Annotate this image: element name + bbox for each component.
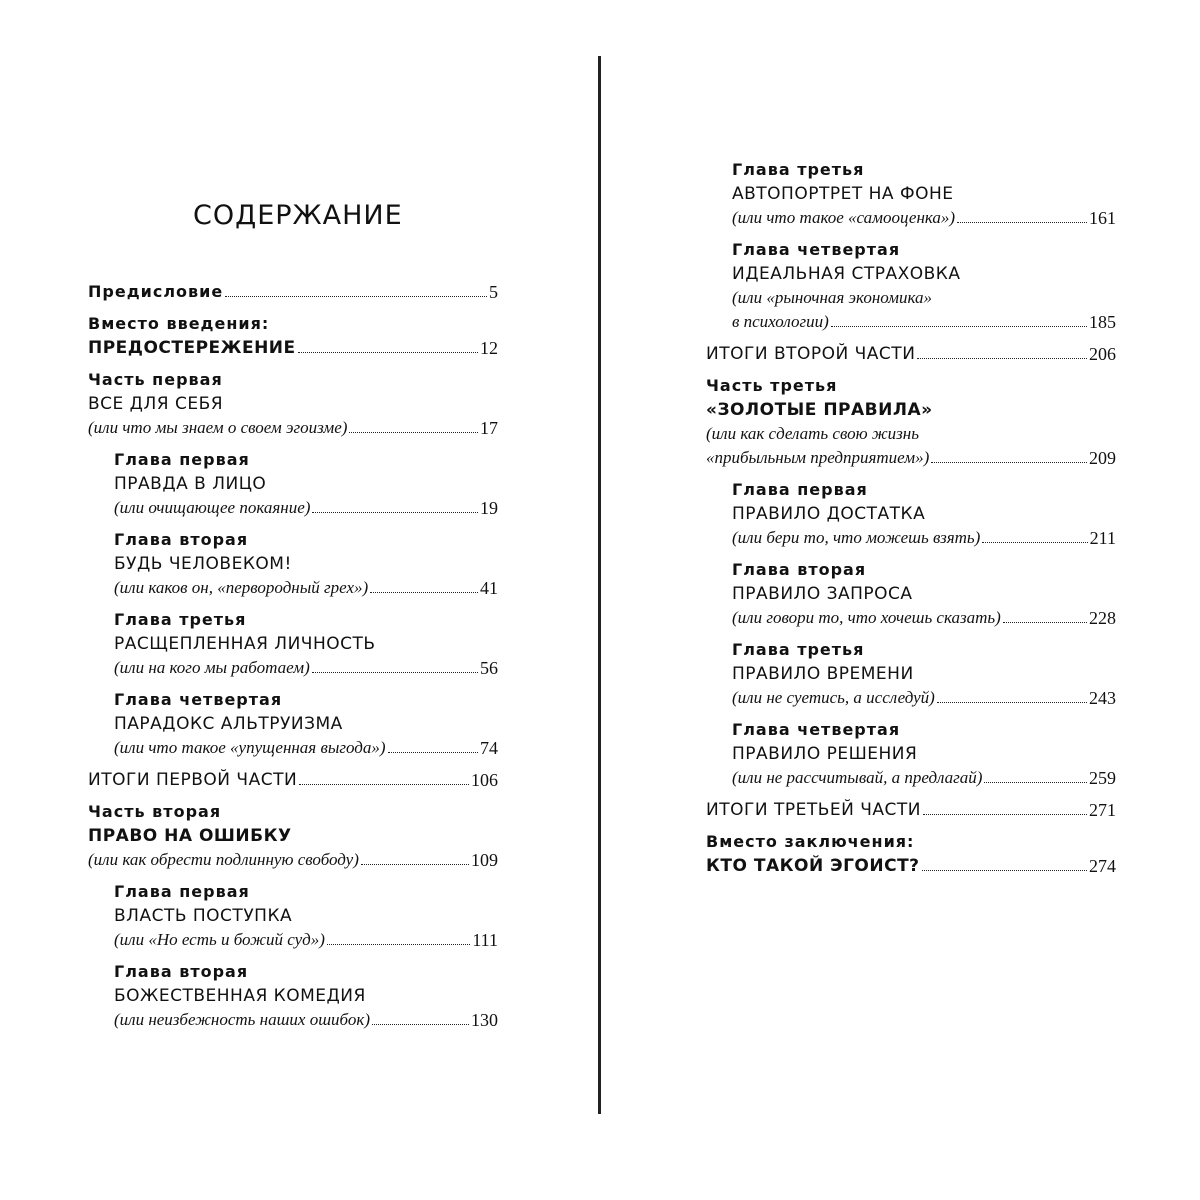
toc-entry-title: ИТОГИ ПЕРВОЙ ЧАСТИ bbox=[88, 770, 298, 790]
toc-entry-label: Глава первая bbox=[732, 480, 868, 499]
toc-line bbox=[732, 638, 1116, 662]
toc-line bbox=[732, 158, 1116, 182]
toc-left-column bbox=[88, 280, 498, 1032]
toc-line bbox=[114, 576, 498, 600]
toc-entry-label: Вместо заключения: bbox=[706, 832, 915, 851]
toc-entry-chapter[interactable] bbox=[88, 528, 498, 600]
toc-entry-description: (или на кого мы работаем) bbox=[114, 658, 310, 677]
toc-entry-description: (или неизбежность наших ошибок) bbox=[114, 1010, 370, 1029]
toc-entry-title: ПРАВДА В ЛИЦО bbox=[114, 474, 267, 494]
page-number: 19 bbox=[480, 498, 498, 518]
dot-leader bbox=[312, 672, 478, 673]
toc-line bbox=[732, 478, 1116, 502]
toc-entry-plain[interactable] bbox=[88, 280, 498, 304]
toc-entry-description: (или что мы знаем о своем эгоизме) bbox=[88, 418, 348, 437]
toc-line bbox=[732, 662, 1116, 686]
toc-line bbox=[732, 262, 1116, 286]
toc-entry-title: ВЛАСТЬ ПОСТУПКА bbox=[114, 906, 293, 926]
toc-title: СОДЕРЖАНИЕ bbox=[193, 200, 403, 231]
toc-entry-description: (или что такое «упущенная выгода») bbox=[114, 738, 386, 757]
page-number: 111 bbox=[472, 930, 498, 950]
toc-line bbox=[114, 736, 498, 760]
toc-entry-chapter[interactable] bbox=[88, 688, 498, 760]
toc-entry-title: ПРАВО НА ОШИБКУ bbox=[88, 826, 292, 846]
toc-line bbox=[88, 824, 498, 848]
dot-leader bbox=[984, 782, 1087, 783]
toc-line bbox=[88, 768, 498, 792]
toc-line bbox=[732, 742, 1116, 766]
toc-entry-description: (или бери то, что можешь взять) bbox=[732, 528, 981, 547]
toc-entry-chapter[interactable] bbox=[706, 558, 1116, 630]
toc-entry-title: АВТОПОРТРЕТ НА ФОНЕ bbox=[732, 184, 954, 204]
toc-entry-description: (или «Но есть и божий суд») bbox=[114, 930, 325, 949]
toc-line bbox=[114, 448, 498, 472]
toc-line bbox=[706, 398, 1116, 422]
toc-line bbox=[732, 286, 1116, 310]
toc-entry-label: Вместо введения: bbox=[88, 314, 270, 333]
toc-line bbox=[706, 374, 1116, 398]
page-number: 228 bbox=[1089, 608, 1116, 628]
toc-line bbox=[88, 280, 498, 304]
toc-line bbox=[114, 880, 498, 904]
page-number: 206 bbox=[1089, 344, 1116, 364]
toc-entry-title: ПРАВИЛО РЕШЕНИЯ bbox=[732, 744, 918, 764]
toc-entry-part[interactable] bbox=[88, 800, 498, 872]
toc-line bbox=[732, 558, 1116, 582]
page-number: 209 bbox=[1089, 448, 1116, 468]
toc-entry-part[interactable] bbox=[706, 830, 1116, 878]
toc-entry-description: (или «рыночная экономика» bbox=[732, 288, 932, 307]
toc-line bbox=[88, 368, 498, 392]
page-number: 271 bbox=[1089, 800, 1116, 820]
page-number: 17 bbox=[480, 418, 498, 438]
dot-leader bbox=[388, 752, 478, 753]
toc-line bbox=[88, 392, 498, 416]
dot-leader bbox=[931, 462, 1087, 463]
dot-leader bbox=[957, 222, 1087, 223]
toc-entry-title: БОЖЕСТВЕННАЯ КОМЕДИЯ bbox=[114, 986, 366, 1006]
dot-leader bbox=[372, 1024, 469, 1025]
toc-line bbox=[88, 848, 498, 872]
toc-line bbox=[114, 632, 498, 656]
toc-line bbox=[732, 606, 1116, 630]
page-number: 274 bbox=[1089, 856, 1116, 876]
page-number: 243 bbox=[1089, 688, 1116, 708]
toc-line bbox=[732, 310, 1116, 334]
page-number: 211 bbox=[1089, 528, 1116, 548]
toc-entry-label: Глава вторая bbox=[114, 962, 249, 981]
toc-entry-part[interactable] bbox=[88, 312, 498, 360]
toc-entry-part[interactable] bbox=[88, 368, 498, 440]
dot-leader bbox=[312, 512, 478, 513]
dot-leader bbox=[361, 864, 469, 865]
toc-line bbox=[732, 502, 1116, 526]
page-number: 185 bbox=[1089, 312, 1116, 332]
toc-entry-title: ВСЕ ДЛЯ СЕБЯ bbox=[88, 394, 224, 414]
toc-line bbox=[114, 496, 498, 520]
toc-line bbox=[706, 342, 1116, 366]
toc-entry-description: (или не рассчитывай, а предлагай) bbox=[732, 768, 983, 787]
toc-line bbox=[88, 336, 498, 360]
page-number: 5 bbox=[489, 282, 498, 302]
dot-leader bbox=[298, 352, 478, 353]
toc-line bbox=[706, 854, 1116, 878]
toc-line bbox=[114, 688, 498, 712]
toc-entry-plain[interactable] bbox=[88, 768, 498, 792]
toc-entry-label: Предисловие bbox=[88, 282, 224, 301]
toc-entry-description: (или что такое «самооценка») bbox=[732, 208, 956, 227]
dot-leader bbox=[922, 870, 1087, 871]
toc-entry-plain[interactable] bbox=[706, 342, 1116, 366]
toc-entry-part[interactable] bbox=[706, 374, 1116, 470]
toc-entry-description: в психологии) bbox=[732, 312, 829, 331]
dot-leader bbox=[923, 814, 1087, 815]
toc-entry-title: ПРАВИЛО ДОСТАТКА bbox=[732, 504, 926, 524]
toc-entry-chapter[interactable] bbox=[706, 638, 1116, 710]
toc-entry-label: Часть вторая bbox=[88, 802, 222, 821]
toc-entry-chapter[interactable] bbox=[706, 158, 1116, 230]
toc-entry-chapter[interactable] bbox=[706, 238, 1116, 334]
toc-entry-label: Глава третья bbox=[114, 610, 247, 629]
toc-entry-title: ИТОГИ ТРЕТЬЕЙ ЧАСТИ bbox=[706, 800, 922, 820]
toc-line bbox=[732, 766, 1116, 790]
toc-entry-chapter[interactable] bbox=[88, 880, 498, 952]
toc-entry-label: Глава третья bbox=[732, 160, 865, 179]
toc-entry-chapter[interactable] bbox=[88, 608, 498, 680]
dot-leader bbox=[917, 358, 1087, 359]
toc-line bbox=[114, 608, 498, 632]
toc-line bbox=[732, 526, 1116, 550]
dot-leader bbox=[1003, 622, 1087, 623]
dot-leader bbox=[327, 944, 470, 945]
toc-entry-label: Часть третья bbox=[706, 376, 838, 395]
toc-right-column bbox=[706, 158, 1116, 878]
page-number: 12 bbox=[480, 338, 498, 358]
toc-entry-description: (или каков он, «первородный грех») bbox=[114, 578, 369, 597]
toc-line bbox=[114, 528, 498, 552]
dot-leader bbox=[370, 592, 478, 593]
page-number: 130 bbox=[471, 1010, 498, 1030]
toc-entry-description: (или как обрести подлинную свободу) bbox=[88, 850, 359, 869]
toc-entry-description: (или как сделать свою жизнь bbox=[706, 424, 919, 443]
toc-line bbox=[732, 686, 1116, 710]
toc-line bbox=[114, 960, 498, 984]
toc-entry-title: ИТОГИ ВТОРОЙ ЧАСТИ bbox=[706, 344, 916, 364]
dot-leader bbox=[349, 432, 478, 433]
toc-entry-title: РАСЩЕПЛЕННАЯ ЛИЧНОСТЬ bbox=[114, 634, 376, 654]
toc-line bbox=[706, 446, 1116, 470]
toc-entry-title: ПРЕДОСТЕРЕЖЕНИЕ bbox=[88, 338, 296, 358]
dot-leader bbox=[299, 784, 469, 785]
toc-entry-label: Часть первая bbox=[88, 370, 223, 389]
toc-entry-label: Глава вторая bbox=[732, 560, 867, 579]
toc-line bbox=[706, 422, 1116, 446]
dot-leader bbox=[982, 542, 1087, 543]
toc-line bbox=[732, 718, 1116, 742]
toc-line bbox=[88, 800, 498, 824]
toc-entry-chapter[interactable] bbox=[706, 718, 1116, 790]
toc-line bbox=[732, 182, 1116, 206]
toc-entry-title: ПРАВИЛО ВРЕМЕНИ bbox=[732, 664, 914, 684]
toc-line bbox=[732, 206, 1116, 230]
toc-entry-title: КТО ТАКОЙ ЭГОИСТ? bbox=[706, 856, 920, 876]
toc-entry-label: Глава вторая bbox=[114, 530, 249, 549]
page-number: 109 bbox=[471, 850, 498, 870]
toc-line bbox=[114, 928, 498, 952]
toc-entry-label: Глава первая bbox=[114, 450, 250, 469]
toc-entry-label: Глава третья bbox=[732, 640, 865, 659]
page-number: 161 bbox=[1089, 208, 1116, 228]
toc-entry-chapter[interactable] bbox=[88, 960, 498, 1032]
toc-entry-label: Глава четвертая bbox=[732, 720, 901, 739]
toc-line bbox=[88, 416, 498, 440]
toc-line bbox=[114, 656, 498, 680]
dot-leader bbox=[937, 702, 1087, 703]
toc-line bbox=[88, 312, 498, 336]
toc-line bbox=[114, 712, 498, 736]
toc-line bbox=[114, 984, 498, 1008]
page-number: 41 bbox=[480, 578, 498, 598]
toc-entry-chapter[interactable] bbox=[706, 478, 1116, 550]
toc-entry-description: (или очищающее покаяние) bbox=[114, 498, 311, 517]
toc-entry-title: «ЗОЛОТЫЕ ПРАВИЛА» bbox=[706, 400, 933, 420]
toc-entry-chapter[interactable] bbox=[88, 448, 498, 520]
page-number: 106 bbox=[471, 770, 498, 790]
toc-entry-description: «прибыльным предприятием») bbox=[706, 448, 930, 467]
toc-entry-title: ПРАВИЛО ЗАПРОСА bbox=[732, 584, 913, 604]
toc-line bbox=[732, 582, 1116, 606]
page-number: 259 bbox=[1089, 768, 1116, 788]
toc-line bbox=[114, 472, 498, 496]
page-number: 56 bbox=[480, 658, 498, 678]
toc-line bbox=[732, 238, 1116, 262]
page-spine-divider bbox=[598, 56, 601, 1114]
toc-line bbox=[114, 552, 498, 576]
toc-line bbox=[114, 1008, 498, 1032]
toc-entry-description: (или говори то, что хочешь сказать) bbox=[732, 608, 1001, 627]
toc-entry-label: Глава первая bbox=[114, 882, 250, 901]
toc-entry-title: ПАРАДОКС АЛЬТРУИЗМА bbox=[114, 714, 343, 734]
toc-entry-description: (или не суетись, а исследуй) bbox=[732, 688, 935, 707]
dot-leader bbox=[225, 296, 487, 297]
toc-line bbox=[706, 798, 1116, 822]
toc-line bbox=[706, 830, 1116, 854]
toc-entry-title: ИДЕАЛЬНАЯ СТРАХОВКА bbox=[732, 264, 961, 284]
page-number: 74 bbox=[480, 738, 498, 758]
toc-entry-plain[interactable] bbox=[706, 798, 1116, 822]
toc-entry-label: Глава четвертая bbox=[114, 690, 283, 709]
toc-entry-title: БУДЬ ЧЕЛОВЕКОМ! bbox=[114, 554, 292, 574]
toc-entry-label: Глава четвертая bbox=[732, 240, 901, 259]
toc-line bbox=[114, 904, 498, 928]
dot-leader bbox=[831, 326, 1087, 327]
